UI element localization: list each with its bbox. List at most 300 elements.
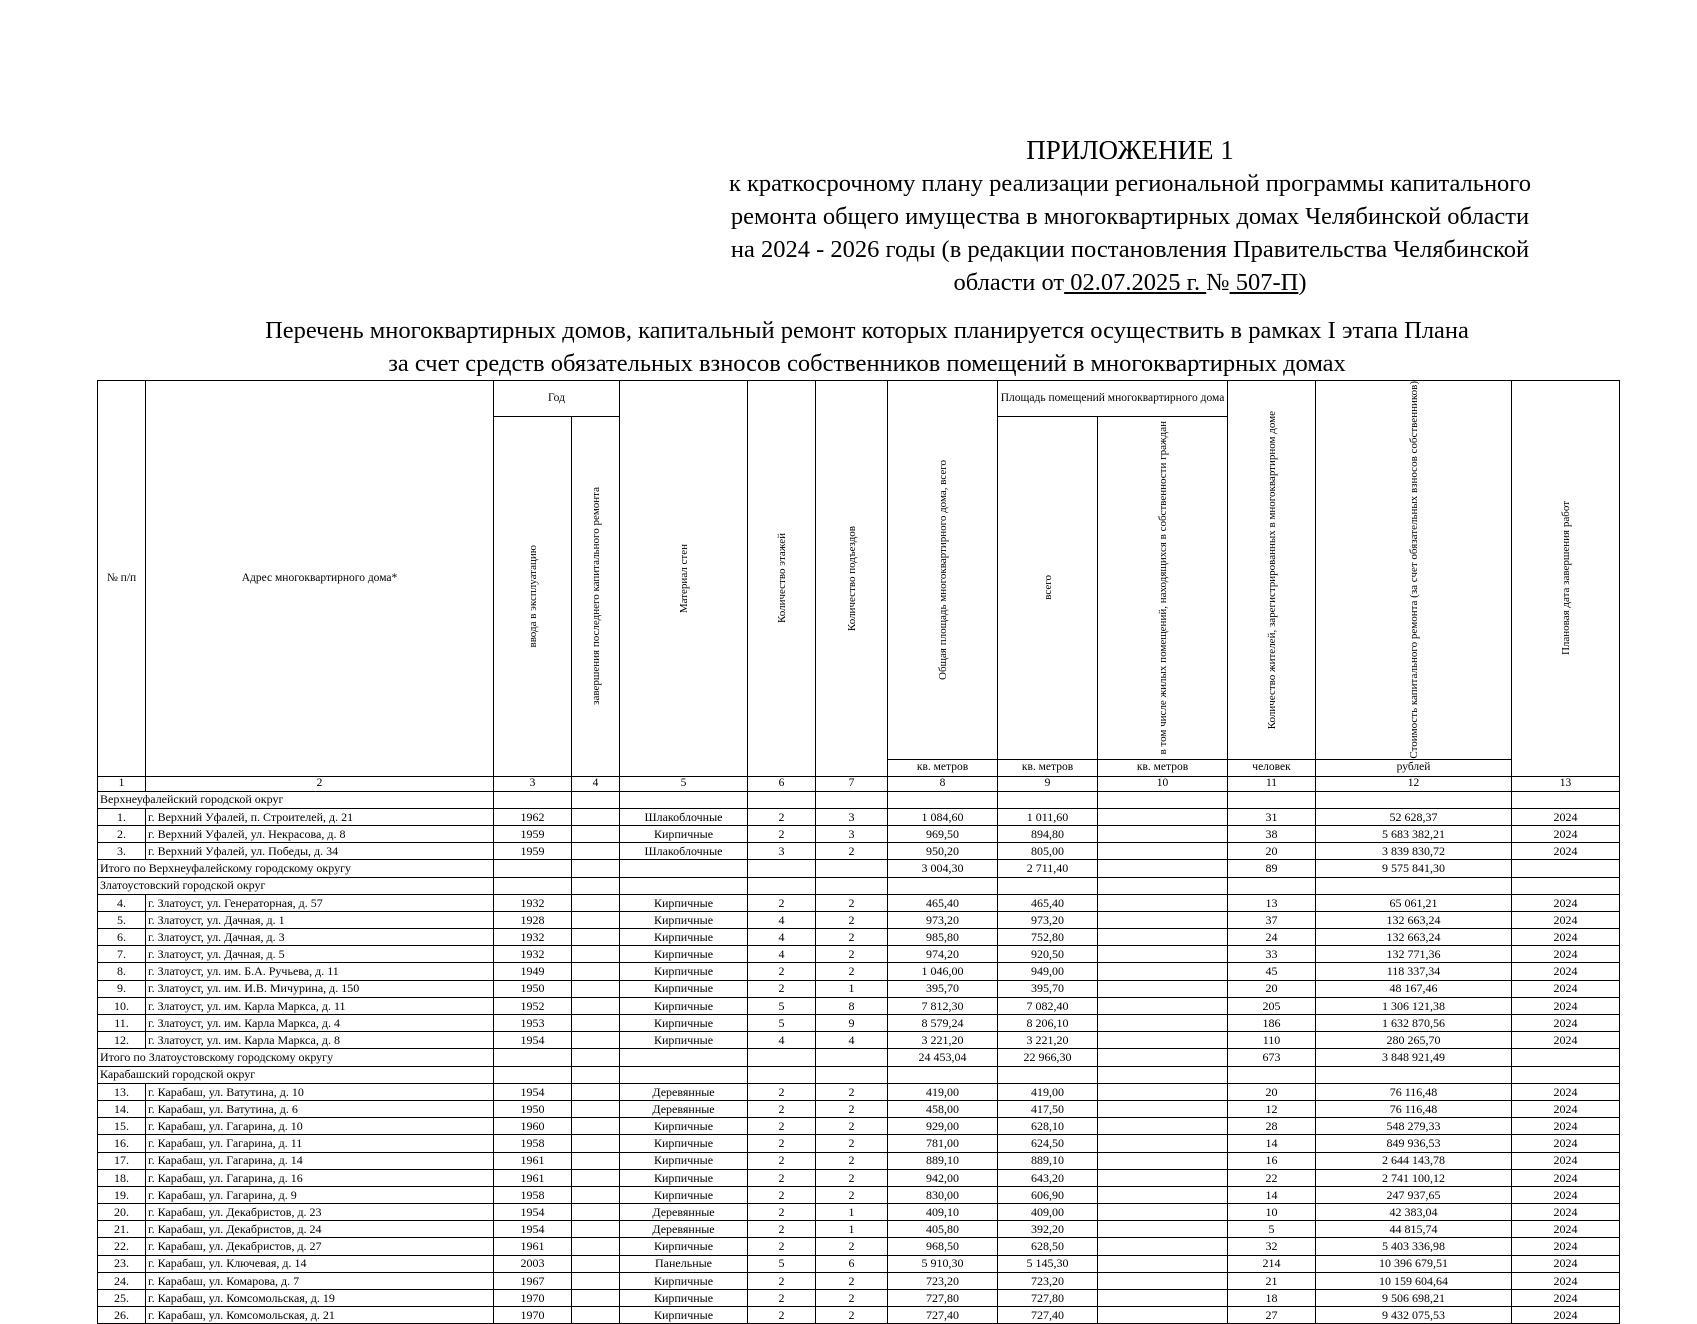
row-entrances: 2 <box>816 963 888 980</box>
row-total-area: 929,00 <box>888 1118 998 1135</box>
row-total-area: 8 579,24 <box>888 1015 998 1032</box>
row-wall-material: Кирпичные <box>620 825 748 842</box>
col-num-4: 4 <box>572 776 620 791</box>
row-planned-date: 2024 <box>1512 1118 1620 1135</box>
empty-cell <box>816 1066 888 1083</box>
row-cost: 280 265,70 <box>1316 1032 1512 1049</box>
unit-total-area: кв. метров <box>888 759 998 776</box>
row-year-commission: 1932 <box>494 946 572 963</box>
table-row <box>98 1083 1620 1100</box>
row-year-last-repair <box>572 1100 620 1117</box>
section-row <box>98 1066 1620 1083</box>
header-address: Адрес многоквартирного дома* <box>146 381 494 777</box>
empty-cell <box>1098 791 1228 808</box>
section-row <box>98 877 1620 894</box>
row-residents: 24 <box>1228 929 1316 946</box>
row-planned-date: 2024 <box>1512 843 1620 860</box>
table-row <box>98 980 1620 997</box>
row-number: 20. <box>98 1204 146 1221</box>
row-cost: 76 116,48 <box>1316 1100 1512 1117</box>
row-wall-material: Кирпичные <box>620 929 748 946</box>
row-total-area: 950,20 <box>888 843 998 860</box>
row-premises-residential <box>1098 825 1228 842</box>
table-row <box>98 1204 1620 1221</box>
empty-cell <box>1228 791 1316 808</box>
appendix-title: ПРИЛОЖЕНИЕ 1 <box>1026 135 1234 165</box>
row-number: 4. <box>98 894 146 911</box>
empty-cell <box>748 1049 816 1066</box>
empty-cell <box>888 791 998 808</box>
row-number: 14. <box>98 1100 146 1117</box>
total-residents-cell: 673 <box>1228 1049 1316 1066</box>
row-premises-residential <box>1098 1083 1228 1100</box>
total-area-cell: 3 004,30 <box>888 860 998 877</box>
table-row <box>98 1118 1620 1135</box>
row-entrances: 8 <box>816 997 888 1014</box>
empty-cell <box>494 1049 572 1066</box>
row-cost: 1 306 121,38 <box>1316 997 1512 1014</box>
unit-premises-total: кв. метров <box>998 759 1098 776</box>
row-premises-residential <box>1098 1238 1228 1255</box>
row-number: 15. <box>98 1118 146 1135</box>
row-total-area: 405,80 <box>888 1221 998 1238</box>
row-year-commission: 1954 <box>494 1032 572 1049</box>
row-planned-date: 2024 <box>1512 1032 1620 1049</box>
row-entrances: 2 <box>816 1083 888 1100</box>
row-cost: 48 167,46 <box>1316 980 1512 997</box>
row-cost: 132 663,24 <box>1316 929 1512 946</box>
row-year-commission: 1954 <box>494 1083 572 1100</box>
row-floors: 3 <box>748 843 816 860</box>
col-num-10: 10 <box>1098 776 1228 791</box>
table-row <box>98 1307 1620 1324</box>
row-number: 23. <box>98 1255 146 1272</box>
unit-premises-residential: кв. метров <box>1098 759 1228 776</box>
row-year-commission: 1961 <box>494 1238 572 1255</box>
total-premises-cell: 2 711,40 <box>998 860 1098 877</box>
table-row <box>98 825 1620 842</box>
number-sign: № <box>1206 269 1230 296</box>
row-premises-total: 727,40 <box>998 1307 1098 1324</box>
row-planned-date: 2024 <box>1512 894 1620 911</box>
empty-cell <box>1316 791 1512 808</box>
row-address: г. Верхний Уфалей, ул. Некрасова, д. 8 <box>146 825 494 842</box>
row-total-area: 973,20 <box>888 911 998 928</box>
header-premises-area: Площадь помещений многоквартирного дома <box>998 381 1228 417</box>
row-entrances: 2 <box>816 929 888 946</box>
row-premises-total: 889,10 <box>998 1152 1098 1169</box>
row-wall-material: Деревянные <box>620 1100 748 1117</box>
empty-cell <box>1512 791 1620 808</box>
empty-cell <box>620 1066 748 1083</box>
empty-cell <box>494 791 572 808</box>
row-address: г. Карабаш, ул. Декабристов, д. 27 <box>146 1238 494 1255</box>
row-residents: 14 <box>1228 1186 1316 1203</box>
empty-cell <box>572 860 620 877</box>
col-num-7: 7 <box>816 776 888 791</box>
empty-cell <box>1098 1066 1228 1083</box>
row-cost: 2 644 143,78 <box>1316 1152 1512 1169</box>
appendix-header <box>660 133 1600 299</box>
table-row <box>98 997 1620 1014</box>
row-floors: 2 <box>748 825 816 842</box>
row-year-last-repair <box>572 894 620 911</box>
row-cost: 5 403 336,98 <box>1316 1238 1512 1255</box>
table-row <box>98 894 1620 911</box>
appendix-line-3: на 2024 - 2026 годы (в редакции постановления Правительства Челябинской <box>730 236 1530 263</box>
empty-cell <box>748 860 816 877</box>
row-year-commission: 1953 <box>494 1015 572 1032</box>
row-floors: 2 <box>748 1186 816 1203</box>
header-entrances: Количество подъездов <box>816 381 888 777</box>
empty-cell <box>1512 1049 1620 1066</box>
row-entrances: 2 <box>816 894 888 911</box>
row-entrances: 2 <box>816 1118 888 1135</box>
row-wall-material: Кирпичные <box>620 1272 748 1289</box>
row-premises-total: 805,00 <box>998 843 1098 860</box>
row-entrances: 3 <box>816 808 888 825</box>
row-cost: 76 116,48 <box>1316 1083 1512 1100</box>
row-address: г. Карабаш, ул. Ключевая, д. 14 <box>146 1255 494 1272</box>
row-planned-date: 2024 <box>1512 1238 1620 1255</box>
total-label-cell: Итого по Златоустовскому городскому округу <box>98 1049 494 1066</box>
row-year-commission: 2003 <box>494 1255 572 1272</box>
row-year-commission: 1959 <box>494 825 572 842</box>
row-entrances: 2 <box>816 1238 888 1255</box>
row-year-last-repair <box>572 1135 620 1152</box>
row-total-area: 5 910,30 <box>888 1255 998 1272</box>
table-row <box>98 946 1620 963</box>
empty-cell <box>1098 860 1228 877</box>
row-floors: 5 <box>748 1015 816 1032</box>
row-year-commission: 1932 <box>494 929 572 946</box>
row-address: г. Златоуст, ул. им. Карла Маркса, д. 8 <box>146 1032 494 1049</box>
row-premises-total: 643,20 <box>998 1169 1098 1186</box>
empty-cell <box>1228 1066 1316 1083</box>
row-floors: 2 <box>748 1152 816 1169</box>
row-premises-residential <box>1098 929 1228 946</box>
row-premises-residential <box>1098 1186 1228 1203</box>
empty-cell <box>888 1066 998 1083</box>
row-wall-material: Кирпичные <box>620 1186 748 1203</box>
row-planned-date: 2024 <box>1512 1272 1620 1289</box>
row-address: г. Златоуст, ул. Генераторная, д. 57 <box>146 894 494 911</box>
row-address: г. Златоуст, ул. Дачная, д. 1 <box>146 911 494 928</box>
row-premises-total: 392,20 <box>998 1221 1098 1238</box>
empty-cell <box>1228 877 1316 894</box>
empty-cell <box>620 791 748 808</box>
row-premises-residential <box>1098 997 1228 1014</box>
empty-cell <box>572 1049 620 1066</box>
row-wall-material: Кирпичные <box>620 1015 748 1032</box>
row-wall-material: Кирпичные <box>620 1152 748 1169</box>
row-year-commission: 1952 <box>494 997 572 1014</box>
empty-cell <box>816 1049 888 1066</box>
empty-cell <box>998 791 1098 808</box>
table-row <box>98 1015 1620 1032</box>
row-number: 24. <box>98 1272 146 1289</box>
row-wall-material: Деревянные <box>620 1221 748 1238</box>
row-wall-material: Кирпичные <box>620 1135 748 1152</box>
row-year-commission: 1932 <box>494 894 572 911</box>
table-row <box>98 1290 1620 1307</box>
row-floors: 2 <box>748 1083 816 1100</box>
row-entrances: 2 <box>816 946 888 963</box>
col-num-6: 6 <box>748 776 816 791</box>
empty-cell <box>888 877 998 894</box>
table-row <box>98 911 1620 928</box>
header-total-area: Общая площадь многоквартирного дома, всего <box>888 381 998 760</box>
row-total-area: 830,00 <box>888 1186 998 1203</box>
document-title <box>97 314 1637 380</box>
total-label-cell: Итого по Верхнеуфалейскому городскому округу <box>98 860 494 877</box>
row-wall-material: Кирпичные <box>620 997 748 1014</box>
row-residents: 214 <box>1228 1255 1316 1272</box>
row-address: г. Верхний Уфалей, п. Строителей, д. 21 <box>146 808 494 825</box>
row-cost: 1 632 870,56 <box>1316 1015 1512 1032</box>
header-wall-material: Материал стен <box>620 381 748 777</box>
table-header <box>98 381 1620 792</box>
row-address: г. Карабаш, ул. Гагарина, д. 10 <box>146 1118 494 1135</box>
row-cost: 3 839 830,72 <box>1316 843 1512 860</box>
row-address: г. Карабаш, ул. Гагарина, д. 9 <box>146 1186 494 1203</box>
empty-cell <box>998 877 1098 894</box>
row-year-last-repair <box>572 1015 620 1032</box>
row-premises-total: 628,50 <box>998 1238 1098 1255</box>
row-floors: 4 <box>748 946 816 963</box>
row-year-commission: 1970 <box>494 1307 572 1324</box>
row-year-last-repair <box>572 1204 620 1221</box>
row-cost: 132 663,24 <box>1316 911 1512 928</box>
empty-cell <box>748 1066 816 1083</box>
row-number: 10. <box>98 997 146 1014</box>
row-residents: 14 <box>1228 1135 1316 1152</box>
row-year-last-repair <box>572 1255 620 1272</box>
row-address: г. Карабаш, ул. Декабристов, д. 23 <box>146 1204 494 1221</box>
row-number: 13. <box>98 1083 146 1100</box>
row-premises-total: 417,50 <box>998 1100 1098 1117</box>
row-wall-material: Шлакоблочные <box>620 808 748 825</box>
row-residents: 12 <box>1228 1100 1316 1117</box>
row-total-area: 409,10 <box>888 1204 998 1221</box>
row-premises-total: 5 145,30 <box>998 1255 1098 1272</box>
empty-cell <box>748 791 816 808</box>
row-planned-date: 2024 <box>1512 1083 1620 1100</box>
row-cost: 118 337,34 <box>1316 963 1512 980</box>
row-year-commission: 1950 <box>494 980 572 997</box>
col-num-8: 8 <box>888 776 998 791</box>
row-planned-date: 2024 <box>1512 963 1620 980</box>
row-year-commission: 1960 <box>494 1118 572 1135</box>
row-year-last-repair <box>572 1290 620 1307</box>
empty-cell <box>1512 877 1620 894</box>
row-premises-residential <box>1098 1100 1228 1117</box>
row-total-area: 465,40 <box>888 894 998 911</box>
row-planned-date: 2024 <box>1512 1221 1620 1238</box>
row-floors: 2 <box>748 808 816 825</box>
row-total-area: 985,80 <box>888 929 998 946</box>
row-number: 8. <box>98 963 146 980</box>
row-cost: 65 061,21 <box>1316 894 1512 911</box>
row-number: 25. <box>98 1290 146 1307</box>
table-row <box>98 963 1620 980</box>
row-cost: 42 383,04 <box>1316 1204 1512 1221</box>
table-row <box>98 1169 1620 1186</box>
row-floors: 2 <box>748 1169 816 1186</box>
appendix-line-1: к краткосрочному плану реализации региональной программы капитального <box>728 170 1531 197</box>
row-year-last-repair <box>572 1238 620 1255</box>
row-total-area: 458,00 <box>888 1100 998 1117</box>
row-premises-total: 727,80 <box>998 1290 1098 1307</box>
row-planned-date: 2024 <box>1512 825 1620 842</box>
row-planned-date: 2024 <box>1512 929 1620 946</box>
row-year-commission: 1928 <box>494 911 572 928</box>
empty-cell <box>572 1066 620 1083</box>
row-total-area: 1 084,60 <box>888 808 998 825</box>
row-residents: 5 <box>1228 1221 1316 1238</box>
row-premises-total: 8 206,10 <box>998 1015 1098 1032</box>
row-wall-material: Кирпичные <box>620 1118 748 1135</box>
row-year-last-repair <box>572 1118 620 1135</box>
row-planned-date: 2024 <box>1512 1152 1620 1169</box>
row-premises-total: 1 011,60 <box>998 808 1098 825</box>
table-row <box>98 1238 1620 1255</box>
row-entrances: 1 <box>816 980 888 997</box>
row-address: г. Златоуст, ул. им. Б.А. Ручьева, д. 11 <box>146 963 494 980</box>
row-number: 1. <box>98 808 146 825</box>
row-premises-total: 723,20 <box>998 1272 1098 1289</box>
row-total-area: 781,00 <box>888 1135 998 1152</box>
row-number: 9. <box>98 980 146 997</box>
empty-cell <box>494 877 572 894</box>
table-row <box>98 843 1620 860</box>
empty-cell <box>620 877 748 894</box>
row-wall-material: Кирпичные <box>620 946 748 963</box>
row-address: г. Карабаш, ул. Комсомольская, д. 21 <box>146 1307 494 1324</box>
row-year-commission: 1958 <box>494 1135 572 1152</box>
table-row <box>98 1100 1620 1117</box>
row-year-last-repair <box>572 946 620 963</box>
row-premises-residential <box>1098 1221 1228 1238</box>
row-number: 17. <box>98 1152 146 1169</box>
row-total-area: 968,50 <box>888 1238 998 1255</box>
row-year-last-repair <box>572 1169 620 1186</box>
row-number: 18. <box>98 1169 146 1186</box>
row-address: г. Златоуст, ул. Дачная, д. 5 <box>146 946 494 963</box>
header-year-last-repair: завершения последнего капитального ремонта <box>572 417 620 777</box>
row-floors: 2 <box>748 1272 816 1289</box>
row-planned-date: 2024 <box>1512 1100 1620 1117</box>
row-premises-residential <box>1098 1135 1228 1152</box>
row-residents: 20 <box>1228 843 1316 860</box>
row-premises-total: 395,70 <box>998 980 1098 997</box>
header-year-commission: ввода в эксплуатацию <box>494 417 572 777</box>
empty-cell <box>1512 860 1620 877</box>
row-floors: 2 <box>748 1221 816 1238</box>
row-number: 5. <box>98 911 146 928</box>
row-wall-material: Кирпичные <box>620 911 748 928</box>
row-address: г. Златоуст, ул. Дачная, д. 3 <box>146 929 494 946</box>
row-wall-material: Кирпичные <box>620 980 748 997</box>
row-address: г. Златоуст, ул. им. И.В. Мичурина, д. 150 <box>146 980 494 997</box>
row-premises-residential <box>1098 1290 1228 1307</box>
row-entrances: 9 <box>816 1015 888 1032</box>
row-planned-date: 2024 <box>1512 1307 1620 1324</box>
row-planned-date: 2024 <box>1512 1169 1620 1186</box>
row-wall-material: Кирпичные <box>620 894 748 911</box>
row-year-last-repair <box>572 825 620 842</box>
row-address: г. Карабаш, ул. Гагарина, д. 11 <box>146 1135 494 1152</box>
col-num-1: 1 <box>98 776 146 791</box>
row-premises-total: 3 221,20 <box>998 1032 1098 1049</box>
row-premises-total: 409,00 <box>998 1204 1098 1221</box>
row-floors: 2 <box>748 894 816 911</box>
row-year-commission: 1961 <box>494 1152 572 1169</box>
row-entrances: 2 <box>816 1307 888 1324</box>
row-premises-total: 949,00 <box>998 963 1098 980</box>
row-planned-date: 2024 <box>1512 1204 1620 1221</box>
row-cost: 247 937,65 <box>1316 1186 1512 1203</box>
appendix-line-4 <box>660 266 1600 299</box>
document-title-line-1: Перечень многоквартирных домов, капитальный ремонт которых планируется осуществить в рамках I этапа Плана <box>265 317 1469 344</box>
row-number: 7. <box>98 946 146 963</box>
row-address: г. Златоуст, ул. им. Карла Маркса, д. 11 <box>146 997 494 1014</box>
row-year-commission: 1967 <box>494 1272 572 1289</box>
row-entrances: 4 <box>816 1032 888 1049</box>
section-title-cell: Верхнеуфалейский городской округ <box>98 791 494 808</box>
col-num-12: 12 <box>1316 776 1512 791</box>
row-number: 12. <box>98 1032 146 1049</box>
row-total-area: 723,20 <box>888 1272 998 1289</box>
row-entrances: 2 <box>816 1272 888 1289</box>
row-planned-date: 2024 <box>1512 980 1620 997</box>
row-planned-date: 2024 <box>1512 808 1620 825</box>
row-residents: 186 <box>1228 1015 1316 1032</box>
row-entrances: 2 <box>816 1135 888 1152</box>
row-year-last-repair <box>572 1083 620 1100</box>
row-number: 11. <box>98 1015 146 1032</box>
row-entrances: 2 <box>816 1290 888 1307</box>
row-planned-date: 2024 <box>1512 1186 1620 1203</box>
row-planned-date: 2024 <box>1512 1290 1620 1307</box>
empty-cell <box>998 1066 1098 1083</box>
row-year-last-repair <box>572 1152 620 1169</box>
row-entrances: 2 <box>816 1152 888 1169</box>
row-total-area: 395,70 <box>888 980 998 997</box>
resolution-date: 02.07.2025 г. <box>1064 269 1207 296</box>
row-year-last-repair <box>572 963 620 980</box>
row-year-last-repair <box>572 1272 620 1289</box>
row-total-area: 727,40 <box>888 1307 998 1324</box>
row-premises-residential <box>1098 980 1228 997</box>
table-row <box>98 929 1620 946</box>
row-entrances: 3 <box>816 825 888 842</box>
total-cost-cell: 3 848 921,49 <box>1316 1049 1512 1066</box>
total-cost-cell: 9 575 841,30 <box>1316 860 1512 877</box>
row-premises-residential <box>1098 1152 1228 1169</box>
empty-cell <box>494 1066 572 1083</box>
row-entrances: 2 <box>816 1169 888 1186</box>
row-entrances: 1 <box>816 1221 888 1238</box>
row-premises-total: 894,80 <box>998 825 1098 842</box>
row-address: г. Златоуст, ул. им. Карла Маркса, д. 4 <box>146 1015 494 1032</box>
row-address: г. Карабаш, ул. Ватутина, д. 10 <box>146 1083 494 1100</box>
row-number: 2. <box>98 825 146 842</box>
row-number: 6. <box>98 929 146 946</box>
header-premises-residential: в том числе жилых помещений, находящихся в собственности граждан <box>1098 417 1228 760</box>
row-year-last-repair <box>572 1186 620 1203</box>
empty-cell <box>1316 1066 1512 1083</box>
